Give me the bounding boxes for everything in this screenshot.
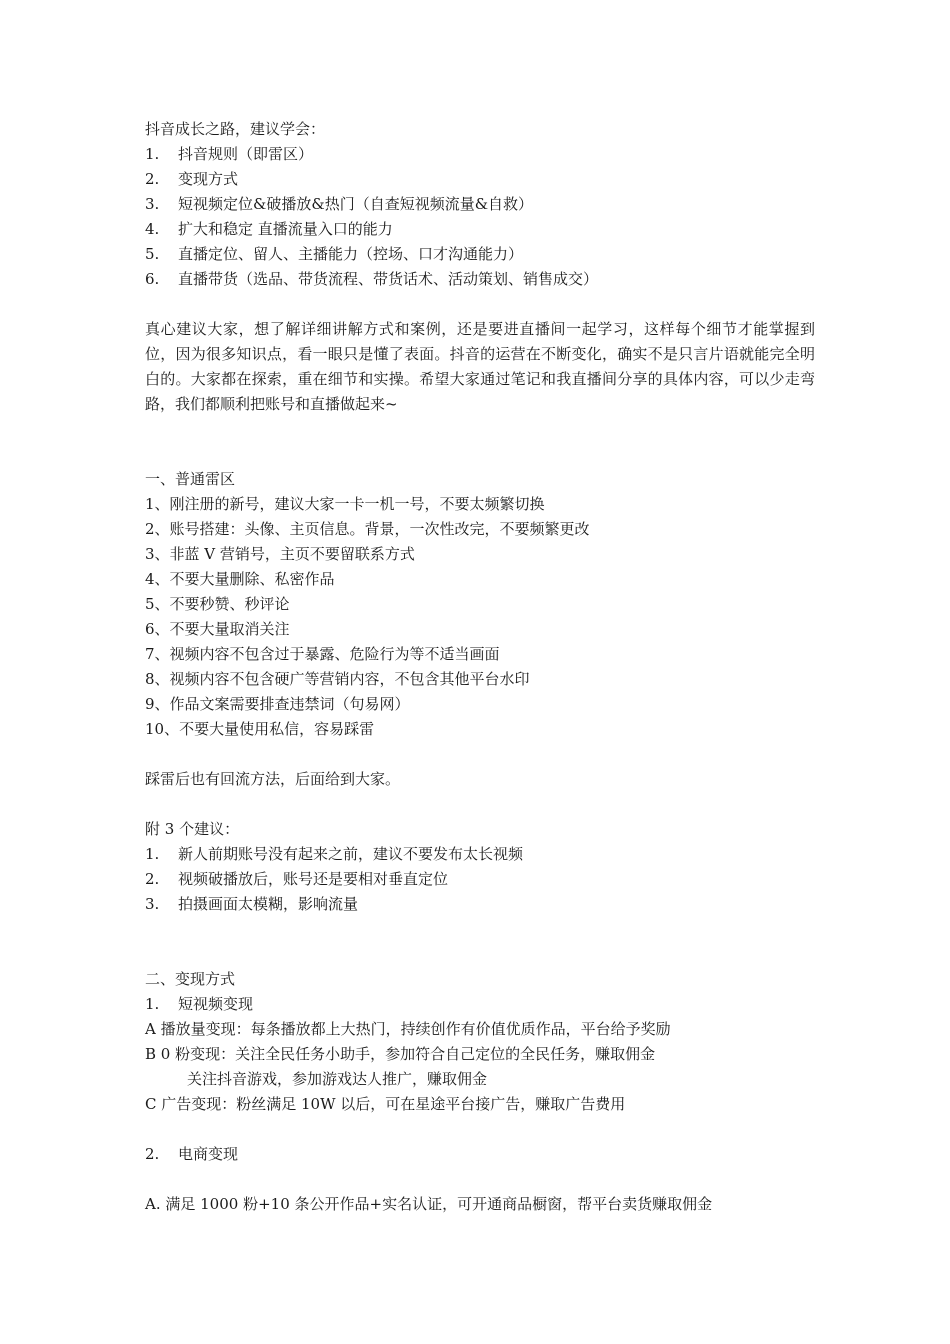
section1-note: 踩雷后也有回流方法，后面给到大家。 bbox=[145, 770, 401, 788]
list-item: 1. 抖音规则（即雷区） bbox=[145, 145, 314, 163]
list-item: 8、视频内容不包含硬广等营销内容，不包含其他平台水印 bbox=[145, 670, 530, 688]
list-item: C 广告变现：粉丝满足 10W 以后，可在星途平台接广告，赚取广告费用 bbox=[145, 1095, 626, 1113]
list-item: 3. 短视频定位&破播放&热门（自查短视频流量&自救） bbox=[145, 195, 534, 213]
document-body bbox=[145, 117, 815, 1217]
list-item: 9、作品文案需要排查违禁词（句易网） bbox=[145, 695, 410, 713]
list-item: 5. 直播定位、留人、主播能力（控场、口才沟通能力） bbox=[145, 245, 524, 263]
list-item: 2、账号搭建：头像、主页信息。背景，一次性改完，不要频繁更改 bbox=[145, 520, 590, 538]
list-item: 5、不要秒赞、秒评论 bbox=[145, 595, 290, 613]
list-item: 3、非蓝 V 营销号，主页不要留联系方式 bbox=[145, 545, 415, 563]
list-item: B 0 粉变现：关注全民任务小助手，参加符合自己定位的全民任务，赚取佣金 bbox=[145, 1045, 656, 1063]
list-item: 7、视频内容不包含过于暴露、危险行为等不适当画面 bbox=[145, 645, 500, 663]
list-item: 1、刚注册的新号，建议大家一卡一机一号，不要太频繁切换 bbox=[145, 495, 545, 513]
list-item: 2. 视频破播放后，账号还是要相对垂直定位 bbox=[145, 870, 449, 888]
list-item: 6. 直播带货（选品、带货流程、带货话术、活动策划、销售成交） bbox=[145, 270, 599, 288]
tips-title: 附 3 个建议： bbox=[145, 820, 240, 838]
intro-paragraph: 真心建议大家，想了解详细讲解方式和案例，还是要进直播间一起学习，这样每个细节才能掌握到位，因为很多知识点，看一眼只是懂了表面。抖音的运营在不断变化，确实不是只言片语就能完全明白的。大家都在探索，重在细节和实操。希望大家通过笔记和我直播间分享的具体内容，可以少走弯路，我们都顺利把账号和直播做起来~ bbox=[145, 320, 815, 413]
list-item: 3. 拍摄画面太模糊，影响流量 bbox=[145, 895, 359, 913]
section2-heading: 二、变现方式 bbox=[145, 970, 236, 988]
list-item: 4. 扩大和稳定 直播流量入口的能力 bbox=[145, 220, 393, 238]
list-item: 1. 新人前期账号没有起来之前，建议不要发布太长视频 bbox=[145, 845, 524, 863]
list-item: 2. 变现方式 bbox=[145, 170, 239, 188]
list-item: 关注抖音游戏，参加游戏达人推广，赚取佣金 bbox=[187, 1070, 488, 1088]
subheading-ecommerce: 2. 电商变现 bbox=[145, 1145, 239, 1163]
list-item: A 播放量变现：每条播放都上大热门，持续创作有价值优质作品，平台给予奖励 bbox=[145, 1020, 671, 1038]
list-item: 10、不要大量使用私信，容易踩雷 bbox=[145, 720, 375, 738]
subheading-short-video: 1. 短视频变现 bbox=[145, 995, 254, 1013]
list-item: A. 满足 1000 粉+10 条公开作品+实名认证，可开通商品橱窗，帮平台卖货赚取佣金 bbox=[145, 1195, 713, 1213]
section1-heading: 一、普通雷区 bbox=[145, 470, 236, 488]
intro-title: 抖音成长之路，建议学会： bbox=[145, 120, 326, 138]
list-item: 4、不要大量删除、私密作品 bbox=[145, 570, 335, 588]
list-item: 6、不要大量取消关注 bbox=[145, 620, 290, 638]
